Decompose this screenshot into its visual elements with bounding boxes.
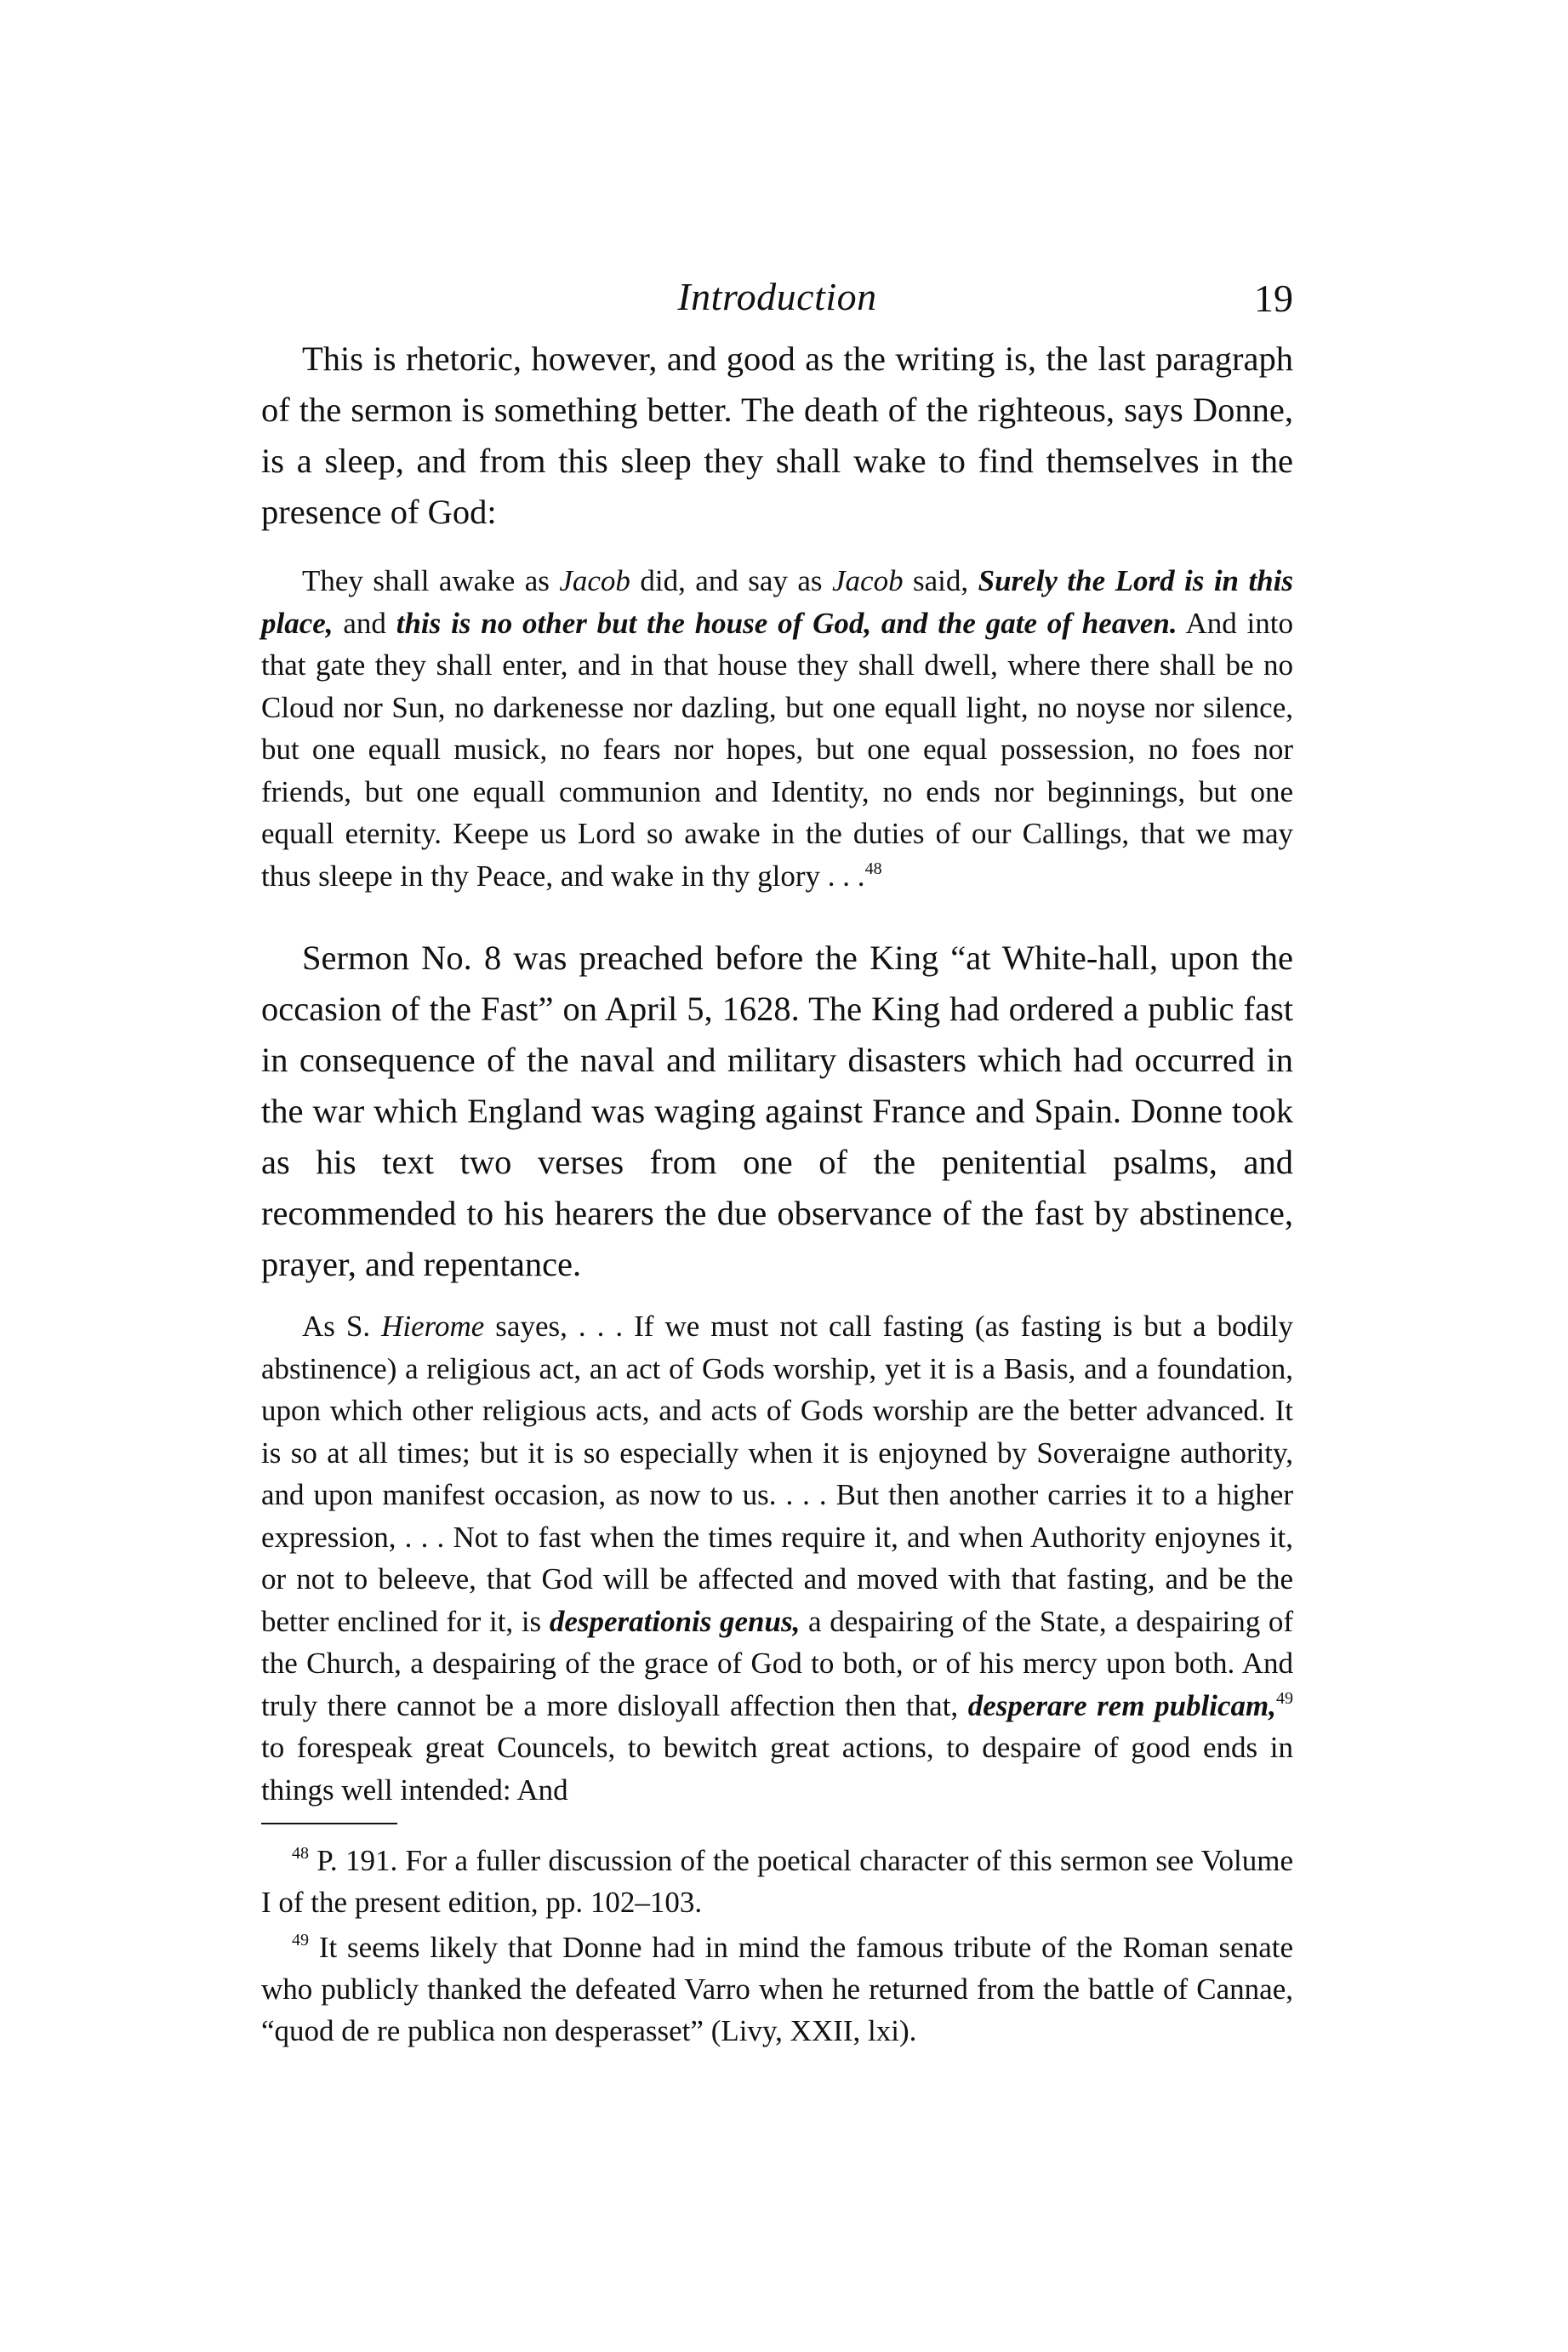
quote-1-italic: Jacob	[832, 564, 904, 597]
footnote-mark: 49	[292, 1931, 309, 1950]
footnote-ref-48: 48	[864, 859, 882, 878]
footnote-text: It seems likely that Donne had in mind the famous tribute of the Roman senate who publicly thanked the defeated Varro when he returned from the battle of Cannae, “quod de re publica non desperasset” (Livy, XXII, lxi).	[261, 1931, 1293, 2047]
quote-1-text: They shall awake as	[302, 564, 560, 597]
block-quote-2	[261, 1305, 1293, 1811]
quote-2-text: a despairing of the State, a despairing of the Church, a despairing of the grace of God to both, or of his mercy upon both. And truly there cannot be a more disloyall affection then that,	[261, 1604, 1293, 1722]
footnote-mark: 48	[292, 1844, 309, 1863]
book-page	[261, 274, 1293, 2052]
quote-1-bold-italic: this is no other but the house of God, and the gate of heaven.	[396, 606, 1177, 640]
quote-2-text: As S.	[302, 1310, 382, 1343]
running-head	[261, 274, 1293, 334]
paragraph-1: This is rhetoric, however, and good as the writing is, the last paragraph of the sermon is something better. The death of the righteous, says Donne, is a sleep, and from this sleep they shall wake to find themselves in the presence of God:	[261, 340, 1293, 531]
running-title: Introduction	[677, 275, 877, 318]
quote-2-bold-italic: desperare rem publicam,	[967, 1688, 1276, 1722]
footnote-ref-49: 49	[1276, 1688, 1293, 1708]
quote-2-text: to forespeak great Councels, to bewitch great actions, to despaire of good ends in things well intended: And	[261, 1731, 1293, 1807]
quote-2-italic: Hierome	[381, 1310, 485, 1343]
footnote-48	[261, 1840, 1293, 1923]
footnote-divider	[261, 1823, 397, 1824]
paragraph-2: Sermon No. 8 was preached before the King “at White-hall, upon the occasion of the Fast” on April 5, 1628. The King had ordered a public fast in consequence of the naval and military disasters which had occurred in the war which England was waging against France and Spain. Donne took as his text two verses from one of the penitential psalms, and recommended to his hearers the due observance of the fast by abstinence, prayer, and repentance.	[261, 939, 1293, 1283]
quote-2-text: sayes, . . . If we must not call fasting (as fasting is but a bodily abstinence) a religious act, an act of Gods worship, yet it is a Basis, and a foundation, upon which other religious acts, and acts of Gods worship are the better advanced. It is so at all times; but it is so especially when it is enjoyned by Soveraigne authority, and upon manifest occasion, as now to us. . . . But then another carries it to a higher expression, . . . Not to fast when the times require it, and when Authority enjoynes it, or not to beleeve, that God will be affected and moved with that fasting, and be the better enclined for it, is	[261, 1310, 1293, 1638]
quote-1-italic: Jacob	[559, 564, 630, 597]
quote-1-text: said,	[903, 564, 978, 597]
page-number: 19	[1254, 277, 1293, 320]
quote-1-text: did, and say as	[630, 564, 832, 597]
quote-1-text: and	[333, 606, 396, 640]
quote-2-bold-italic: desperationis genus,	[549, 1604, 801, 1638]
footnote-49	[261, 1927, 1293, 2052]
quote-1-bold-italic: Surely the Lord is in this place,	[261, 564, 1293, 640]
block-quote-1	[261, 560, 1293, 897]
footnote-text: P. 191. For a fuller discussion of the poetical character of this sermon see Volume I of the present edition, pp. 102–103.	[261, 1844, 1293, 1919]
quote-1-text: And into that gate they shall enter, and in that house they shall dwell, where there shall be no Cloud nor Sun, no darkenesse nor dazling, but one equall light, no noyse nor silence, but one equall musick, no fears nor hopes, but one equal possession, no foes nor friends, but one equall communion and Identity, no ends nor beginnings, but one equall eternity. Keepe us Lord so awake in the duties of our Callings, that we may thus sleepe in thy Peace, and wake in thy glory . . .	[261, 606, 1293, 893]
